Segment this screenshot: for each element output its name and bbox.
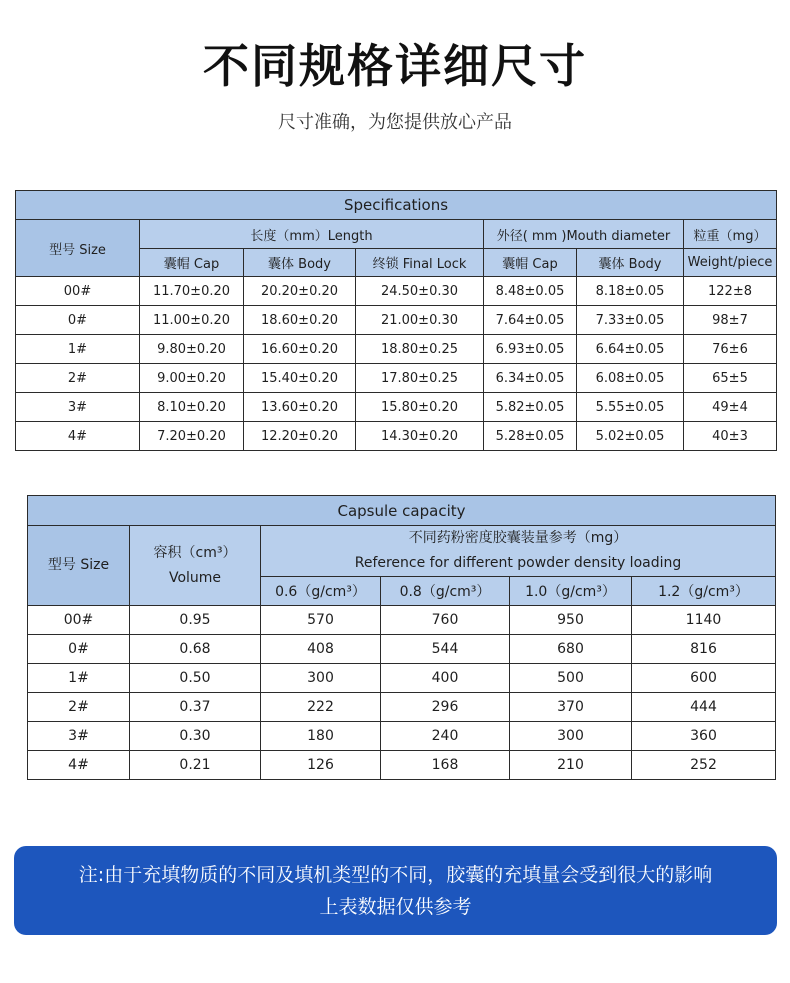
col-final-lock: 终锁 Final Lock: [356, 249, 484, 277]
cell-cap-diameter: 8.48±0.05: [484, 277, 577, 306]
cell-size: 1#: [28, 664, 130, 693]
cell-size: 3#: [28, 722, 130, 751]
col-density-1-2: 1.2（g/cm³）: [632, 577, 776, 606]
cell-load-1-2: 600: [632, 664, 776, 693]
cell-weight: 40±3: [684, 422, 777, 451]
cell-cap-length: 8.10±0.20: [140, 393, 244, 422]
cell-load-0-6: 222: [261, 693, 381, 722]
cell-volume: 0.50: [130, 664, 261, 693]
cell-load-0-8: 400: [381, 664, 510, 693]
cell-load-1-2: 816: [632, 635, 776, 664]
page-subtitle: 尺寸准确，为您提供放心产品: [278, 112, 512, 133]
col-density-0-6: 0.6（g/cm³）: [261, 577, 381, 606]
cell-body-length: 16.60±0.20: [244, 335, 356, 364]
cell-volume: 0.21: [130, 751, 261, 780]
volume-header-en: Volume: [168, 569, 222, 586]
cell-load-0-6: 180: [261, 722, 381, 751]
col-cap-length: 囊帽 Cap: [140, 249, 244, 277]
disclaimer-note: [14, 846, 777, 935]
cell-load-1-2: 360: [632, 722, 776, 751]
capacity-table: [27, 495, 776, 780]
cell-weight: 76±6: [684, 335, 777, 364]
cell-body-length: 12.20±0.20: [244, 422, 356, 451]
cell-load-1-2: 1140: [632, 606, 776, 635]
cell-volume: 0.95: [130, 606, 261, 635]
col-density-1-0: 1.0（g/cm³）: [510, 577, 632, 606]
cell-size: 2#: [16, 364, 140, 393]
table-row: [28, 751, 776, 780]
cell-cap-length: 7.20±0.20: [140, 422, 244, 451]
cell-final-lock: 15.80±0.20: [356, 393, 484, 422]
cell-final-lock: 21.00±0.30: [356, 306, 484, 335]
cell-cap-diameter: 6.34±0.05: [484, 364, 577, 393]
col-body-diameter: 囊体 Body: [577, 249, 684, 277]
cell-load-0-8: 760: [381, 606, 510, 635]
cell-size: 4#: [16, 422, 140, 451]
cell-cap-length: 11.70±0.20: [140, 277, 244, 306]
table-row: [28, 606, 776, 635]
cell-cap-length: 11.00±0.20: [140, 306, 244, 335]
cell-weight: 49±4: [684, 393, 777, 422]
table-row: [28, 693, 776, 722]
table-row: [28, 722, 776, 751]
cell-final-lock: 17.80±0.25: [356, 364, 484, 393]
cell-body-diameter: 8.18±0.05: [577, 277, 684, 306]
length-group-header: 长度（mm）Length: [140, 220, 484, 249]
table-row: [16, 277, 777, 306]
volume-header: [130, 526, 261, 606]
cell-size: 1#: [16, 335, 140, 364]
cell-body-diameter: 5.55±0.05: [577, 393, 684, 422]
table-row: [16, 335, 777, 364]
cell-load-1-0: 680: [510, 635, 632, 664]
reference-header-cn: 不同药粉密度胶囊装量参考（mg）: [408, 530, 628, 546]
cell-volume: 0.37: [130, 693, 261, 722]
cell-body-diameter: 5.02±0.05: [577, 422, 684, 451]
col-body-length: 囊体 Body: [244, 249, 356, 277]
cell-load-1-0: 500: [510, 664, 632, 693]
cell-load-0-6: 300: [261, 664, 381, 693]
reference-header-en: Reference for different powder density loading: [354, 555, 682, 571]
cell-body-length: 20.20±0.20: [244, 277, 356, 306]
cell-size: 00#: [16, 277, 140, 306]
specifications-title: Specifications: [16, 191, 777, 220]
cell-volume: 0.30: [130, 722, 261, 751]
cell-load-1-2: 252: [632, 751, 776, 780]
cell-load-1-2: 444: [632, 693, 776, 722]
specifications-table: [15, 190, 777, 451]
cell-size: 0#: [28, 635, 130, 664]
cell-load-0-8: 168: [381, 751, 510, 780]
weight-header-cn: 粒重（mg）: [684, 220, 777, 249]
cell-load-1-0: 300: [510, 722, 632, 751]
cell-weight: 65±5: [684, 364, 777, 393]
cell-load-0-6: 126: [261, 751, 381, 780]
cell-size: 0#: [16, 306, 140, 335]
cell-cap-length: 9.80±0.20: [140, 335, 244, 364]
cell-volume: 0.68: [130, 635, 261, 664]
cell-load-1-0: 210: [510, 751, 632, 780]
table-row: [28, 664, 776, 693]
table-row: [16, 422, 777, 451]
cell-weight: 122±8: [684, 277, 777, 306]
cell-size: 4#: [28, 751, 130, 780]
capacity-title: Capsule capacity: [28, 496, 776, 526]
cell-body-diameter: 6.64±0.05: [577, 335, 684, 364]
spec-size-header: 型号 Size: [16, 220, 140, 277]
page-title: 不同规格详细尺寸: [203, 39, 587, 93]
cell-load-0-8: 544: [381, 635, 510, 664]
reference-header: [261, 526, 776, 577]
cell-body-length: 18.60±0.20: [244, 306, 356, 335]
note-line-2: 上表数据仅供参考: [319, 896, 472, 918]
cell-cap-diameter: 6.93±0.05: [484, 335, 577, 364]
volume-header-cn: 容积（cm³）: [153, 544, 237, 561]
cell-body-diameter: 6.08±0.05: [577, 364, 684, 393]
note-line-1: 注:由于充填物质的不同及填机类型的不同，胶囊的充填量会受到很大的影响: [78, 864, 713, 886]
table-row: [16, 306, 777, 335]
cell-final-lock: 18.80±0.25: [356, 335, 484, 364]
col-cap-diameter: 囊帽 Cap: [484, 249, 577, 277]
cell-final-lock: 24.50±0.30: [356, 277, 484, 306]
cell-load-0-6: 408: [261, 635, 381, 664]
cell-body-length: 15.40±0.20: [244, 364, 356, 393]
col-density-0-8: 0.8（g/cm³）: [381, 577, 510, 606]
cell-size: 00#: [28, 606, 130, 635]
cell-body-diameter: 7.33±0.05: [577, 306, 684, 335]
capacity-size-header: 型号 Size: [28, 526, 130, 606]
weight-header-en: Weight/piece: [684, 249, 777, 277]
cell-final-lock: 14.30±0.20: [356, 422, 484, 451]
cell-size: 3#: [16, 393, 140, 422]
cell-cap-diameter: 5.82±0.05: [484, 393, 577, 422]
cell-load-0-6: 570: [261, 606, 381, 635]
cell-weight: 98±7: [684, 306, 777, 335]
cell-load-1-0: 950: [510, 606, 632, 635]
cell-load-1-0: 370: [510, 693, 632, 722]
cell-cap-diameter: 5.28±0.05: [484, 422, 577, 451]
cell-load-0-8: 240: [381, 722, 510, 751]
cell-body-length: 13.60±0.20: [244, 393, 356, 422]
table-row: [16, 393, 777, 422]
cell-load-0-8: 296: [381, 693, 510, 722]
cell-cap-diameter: 7.64±0.05: [484, 306, 577, 335]
cell-cap-length: 9.00±0.20: [140, 364, 244, 393]
diameter-group-header: 外径( mm )Mouth diameter: [484, 220, 684, 249]
table-row: [28, 635, 776, 664]
cell-size: 2#: [28, 693, 130, 722]
table-row: [16, 364, 777, 393]
